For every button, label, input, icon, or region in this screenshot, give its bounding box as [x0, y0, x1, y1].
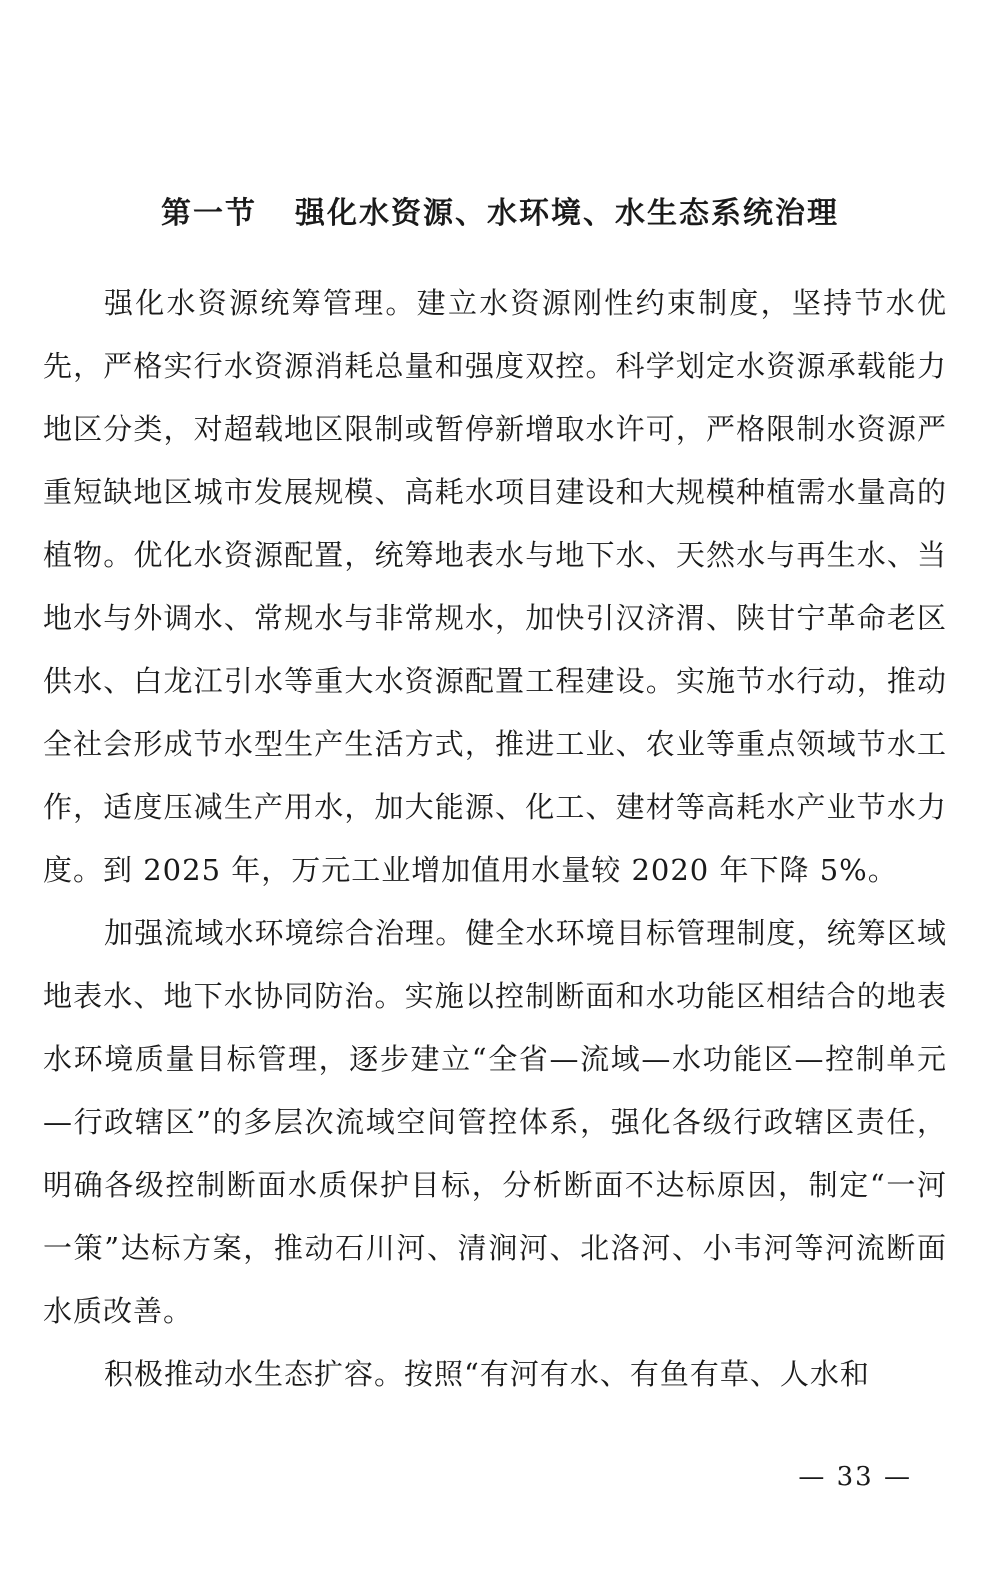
page-number: — 33 — — [798, 1462, 912, 1492]
section-title — [0, 188, 1000, 232]
paragraph-water-resources: 强化水资源统筹管理。建立水资源刚性约束制度，坚持节水优先，严格实行水资源消耗总量和强度双控。科学划定水资源承载能力地区分类，对超载地区限制或暂停新增取水许可，严格限制水资源严重短缺地区城市发展规模、高耗水项目建设和大规模种植需水量高的植物。优化水资源配置，统筹地表水与地下水、天然水与再生水、当地水与外调水、常规水与非常规水，加快引汉济渭、陕甘宁革命老区供水、白龙江引水等重大水资源配置工程建设。实施节水行动，推动全社会形成节水型生产生活方式，推进工业、农业等重点领域节水工作，适度压减生产用水，加大能源、化工、建材等高耗水产业节水力度。到 2025 年，万元工业增加值用水量较 2020 年下降 5%。 — [43, 286, 947, 887]
paragraph-water-environment: 加强流域水环境综合治理。健全水环境目标管理制度，统筹区域地表水、地下水协同防治。实施以控制断面和水功能区相结合的地表水环境质量目标管理，逐步建立“全省—流域—水功能区—控制单元—行政辖区”的多层次流域空间管控体系，强化各级行政辖区责任，明确各级控制断面水质保护目标，分析断面不达标原因，制定“一河一策”达标方案，推动石川河、清涧河、北洛河、小韦河等河流断面水质改善。 — [43, 916, 947, 1328]
body-text — [43, 272, 947, 1406]
section-heading-text: 强化水资源、水环境、水生态系统治理 — [295, 196, 839, 231]
section-number: 第一节 — [161, 196, 257, 231]
paragraph-water-ecology: 积极推动水生态扩容。按照“有河有水、有鱼有草、人水和 — [104, 1357, 870, 1391]
